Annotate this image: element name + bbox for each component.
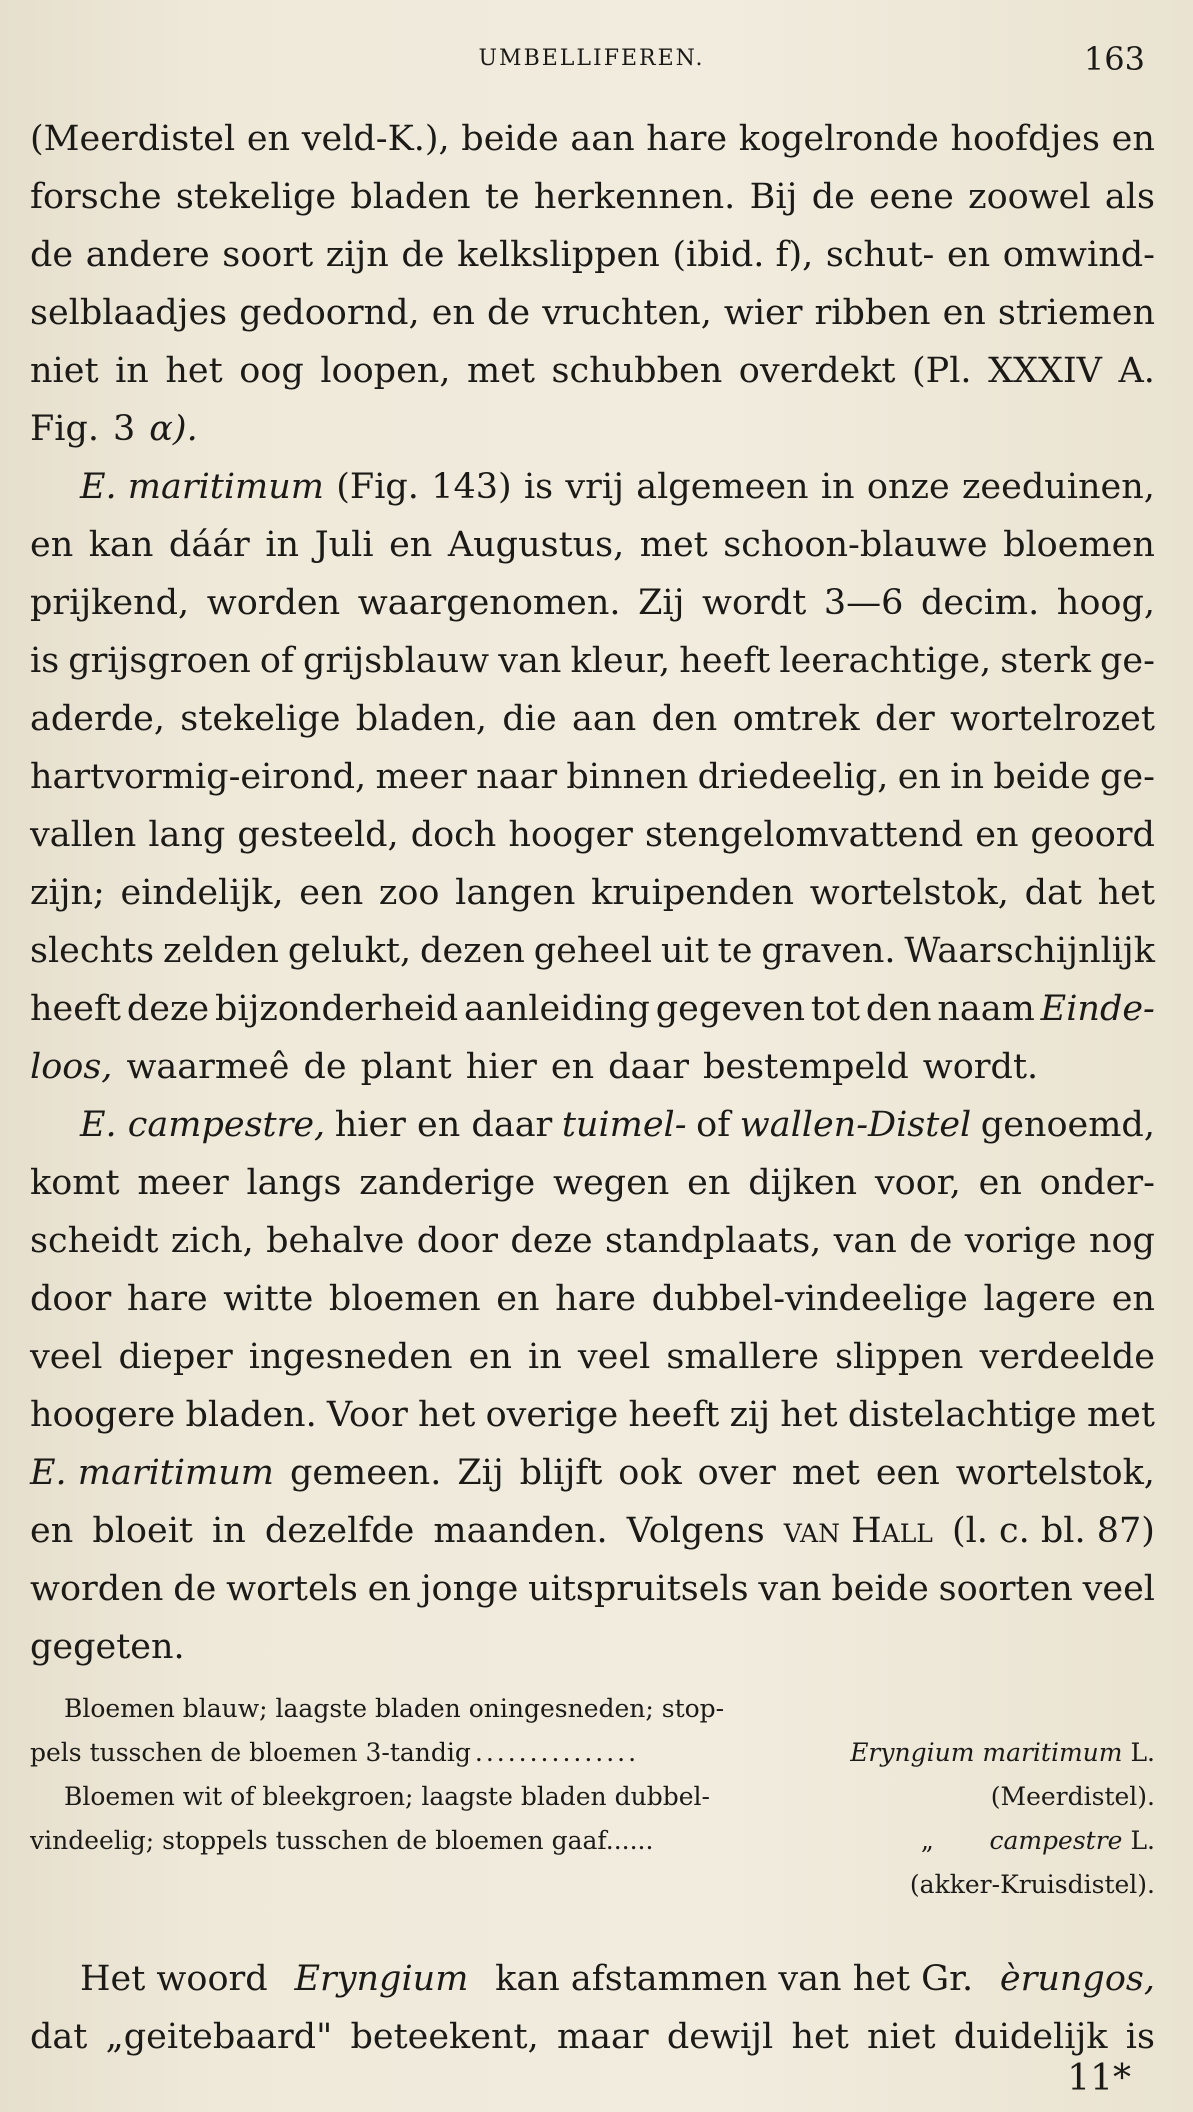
text-line: vallen lang gesteeld, doch hooger stengelomvattend en geoord	[30, 815, 1155, 855]
text-line: heeft deze bijzonderheid aanleiding gegeven tot den naam Einde-	[30, 989, 1155, 1029]
identification-key	[30, 1688, 1155, 1908]
text-line: veel dieper ingesneden en in veel smallere slippen verdeelde	[30, 1337, 1155, 1377]
text-line: selblaadjes gedoornd, en de vruchten, wier ribben en striemen	[30, 293, 1155, 333]
text-line: E. maritimum (Fig. 143) is vrij algemeen in onze zeeduinen,	[80, 467, 1155, 507]
text-line: scheidt zich, behalve door deze standplaats, van de vorige nog	[30, 1221, 1155, 1261]
text-line: (Meerdistel en veld-K.), beide aan hare kogelronde hoofdjes en	[30, 119, 1155, 159]
text-line: is grijsgroen of grijsblauw van kleur, heeft leerachtige, sterk ge-	[30, 641, 1155, 681]
key-line: pels tusschen de bloemen 3-tandig ............... Eryngium maritimum L.	[30, 1738, 1155, 1767]
text-line: prijkend, worden waargenomen. Zij wordt 3—6 decim. hoog,	[30, 583, 1155, 623]
main-text	[30, 110, 1155, 1676]
running-head: UMBELLIFEREN.	[478, 46, 705, 71]
key-line: (akker-Kruisdistel).	[909, 1870, 1155, 1899]
text-line: en kan dáár in Juli en Augustus, met schoon-blauwe bloemen	[30, 525, 1155, 565]
text-line: forsche stekelige bladen te herkennen. Bij de eene zoowel als	[30, 177, 1155, 217]
text-line: aderde, stekelige bladen, die aan den omtrek der wortelrozet	[30, 699, 1155, 739]
text-line: komt meer langs zanderige wegen en dijken voor, en onder-	[30, 1163, 1155, 1203]
text-line: niet in het oog loopen, met schubben overdekt (Pl. XXXIV A.	[30, 351, 1155, 391]
text-line: Het woord Eryngium kan afstammen van het Gr. èrungos,	[80, 1959, 1155, 1999]
signature-mark: 11*	[1067, 2058, 1131, 2099]
text-line: hartvormig-eirond, meer naar binnen driedeelig, en in beide ge-	[30, 757, 1155, 797]
text-line: hoogere bladen. Voor het overige heeft zij het distelachtige met	[30, 1395, 1155, 1435]
text-line: worden de wortels en jonge uitspruitsels van beide soorten veel	[30, 1569, 1155, 1609]
text-line: E. campestre, hier en daar tuimel- of wallen-Distel genoemd,	[80, 1105, 1155, 1145]
text-line: dat „geitebaard" beteekent, maar dewijl het niet duidelijk is	[30, 2017, 1155, 2057]
text-line: loos, waarmeê de plant hier en daar bestempeld wordt.	[30, 1047, 1039, 1087]
closing-text	[30, 1950, 1155, 2066]
key-line: vindeelig; stoppels tusschen de bloemen gaaf...... „ campestre L.	[30, 1826, 1155, 1855]
page-number: 163	[1083, 40, 1145, 78]
page-header	[30, 40, 1153, 80]
text-line: E. maritimum gemeen. Zij blijft ook over met een wortelstok,	[30, 1453, 1155, 1493]
text-line: Fig. 3 α).	[30, 409, 198, 449]
text-line: door hare witte bloemen en hare dubbel-vindeelige lagere en	[30, 1279, 1155, 1319]
text-line: slechts zelden gelukt, dezen geheel uit te graven. Waarschijnlijk	[30, 931, 1155, 971]
text-line: en bloeit in dezelfde maanden. Volgens van Hall (l. c. bl. 87)	[30, 1511, 1155, 1551]
key-line: Bloemen blauw; laagste bladen oningesneden; stop-	[64, 1694, 725, 1723]
text-line: zijn; eindelijk, een zoo langen kruipenden wortelstok, dat het	[30, 873, 1155, 913]
text-line: de andere soort zijn de kelkslippen (ibid. f), schut- en omwind-	[30, 235, 1155, 275]
text-line: gegeten.	[30, 1627, 185, 1667]
key-line: Bloemen wit of bleekgroen; laagste bladen dubbel- (Meerdistel).	[64, 1782, 1155, 1811]
